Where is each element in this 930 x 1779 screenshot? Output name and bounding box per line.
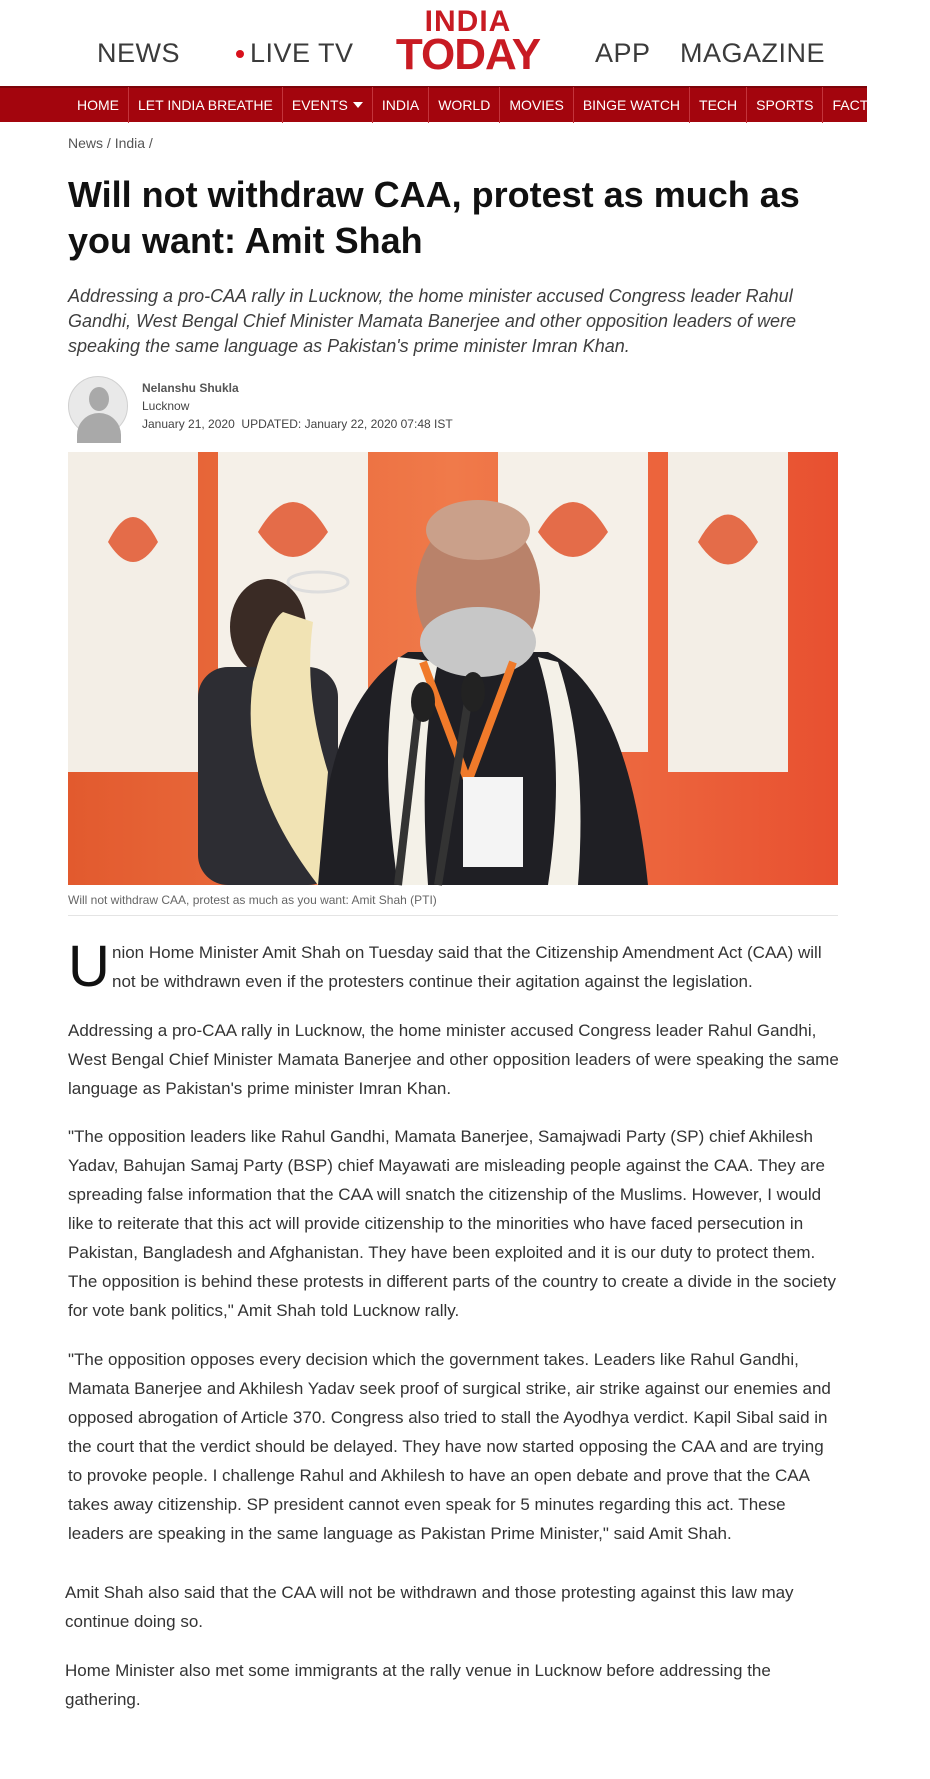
article-paragraph-3: "The opposition leaders like Rahul Gandhi, Mamata Banerjee, Samajwadi Party (SP) chief Akhilesh Yadav, Bahujan Samaj Party (BSP) chief Mayawati are misleading people against the CAA. They are spreading false information that the CAA will snatch the citizenship of the Muslims. However, I would like to reiterate that this act will provide citizenship to the minorities who have faced persecution in Pakistan, Bangladesh and Afghanistan. They have been exploited and it is our duty to protect them. The opposition is behind these protests in different parts of the country to create a divide in the society for vote bank politics," Amit Shah told Lucknow rally. (68, 1127, 836, 1320)
publish-date: January 21, 2020 (142, 417, 235, 431)
top-link-magazine[interactable]: MAGAZINE (680, 38, 826, 68)
breadcrumb-sep: / (103, 135, 115, 151)
avatar-body-shape (77, 413, 121, 443)
breadcrumb-news[interactable]: News (68, 135, 104, 151)
nav-item-events[interactable] (283, 87, 373, 123)
main-nav (0, 86, 921, 122)
nav-item-fact-check[interactable]: FACT CHECK (832, 97, 921, 113)
author-name[interactable]: Nelanshu Shukla (142, 381, 239, 395)
logo-line-2: TODAY (395, 30, 541, 79)
updated-date: January 22, 2020 07:48 IST (304, 417, 453, 431)
divider (68, 915, 838, 916)
nav-item-sports[interactable]: SPORTS (747, 87, 823, 123)
nav-item-movies[interactable]: MOVIES (500, 87, 573, 123)
article-paragraph-4: "The opposition opposes every decision which the government takes. Leaders like Rahul Gandhi, Mamata Banerjee and Akhilesh Yadav seek proof of surgical strike, air strike against our enemies and opposed abrogation of Article 370. Congress also tried to stall the Ayodhya verdict. Kapil Sibal said in the court that the verdict should be delayed. They have now started opposing the CAA and are trying to provoke people. I challenge Rahul and Akhilesh to have an open debate and prove that the CAA takes away citizenship. SP president cannot even speak for 5 minutes regarding this act. These leaders are speaking in the same language as Pakistan Prime Minister," said Amit Shah. (68, 1350, 831, 1543)
article-paragraph-2: Addressing a pro-CAA rally in Lucknow, the home minister accused Congress leader Rahul Gandhi, West Bengal Chief Minister Mamata Banerjee and other opposition leaders of were speaking the same language as Pakistan's prime minister Imran Khan. (68, 1021, 839, 1098)
author-block (68, 376, 453, 436)
article-summary: Addressing a pro-CAA rally in Lucknow, the home minister accused Congress leader Rahul Gandhi, West Bengal Chief Minister Mamata Banerjee and other opposition leaders of were speaking the same language as Pakistan's prime minister Imran Khan. (68, 286, 797, 356)
nav-item-world[interactable]: WORLD (429, 87, 500, 123)
breadcrumb-sep: / (145, 135, 153, 151)
breadcrumb-india[interactable]: India (114, 135, 146, 151)
avatar[interactable] (68, 376, 128, 436)
article-paragraph-1: nion Home Minister Amit Shah on Tuesday said that the Citizenship Amendment Act (CAA) will not be withdrawn even if the protesters continue their agitation against the legislation. (112, 943, 822, 991)
india-today-logo[interactable] (394, 5, 542, 79)
live-tv-label: LIVE TV (250, 38, 354, 68)
nav-item-events-label: EVENTS (291, 97, 348, 113)
live-dot-icon (236, 50, 244, 58)
image-caption: Will not withdraw CAA, protest as much as you want: Amit Shah (PTI) (68, 893, 437, 907)
nav-item-tech[interactable]: TECH (690, 87, 747, 123)
author-meta (142, 379, 453, 436)
chevron-down-icon (353, 102, 363, 108)
avatar-head-shape (89, 387, 109, 411)
article-paragraph-6: Home Minister also met some immigrants at the rally venue in Lucknow before addressing the gathering. (65, 1661, 771, 1709)
updated-label: UPDATED: (241, 417, 302, 431)
article-paragraph-5: Amit Shah also said that the CAA will not be withdrawn and those protesting against this law may continue doing so. (65, 1583, 794, 1631)
hero-image (68, 452, 838, 885)
top-header (0, 0, 867, 86)
top-link-live-tv[interactable] (236, 38, 354, 69)
article-dates (142, 415, 453, 433)
author-location: Lucknow (142, 399, 190, 413)
logo-line-1: INDIA (424, 5, 512, 38)
top-link-news[interactable]: NEWS (97, 38, 180, 68)
nav-item-home[interactable]: HOME (68, 87, 129, 123)
nav-item-binge-watch[interactable]: BINGE WATCH (574, 87, 690, 123)
nav-item-india[interactable]: INDIA (373, 87, 429, 123)
article-title: Will not withdraw CAA, protest as much as you want: Amit Shah (68, 174, 800, 261)
drop-cap: U (68, 934, 110, 999)
nav-item-let-india-breathe[interactable]: LET INDIA BREATHE (129, 87, 283, 123)
breadcrumb (68, 135, 153, 151)
top-link-app[interactable]: APP (595, 38, 651, 68)
hero-photo-illustration (68, 452, 838, 885)
